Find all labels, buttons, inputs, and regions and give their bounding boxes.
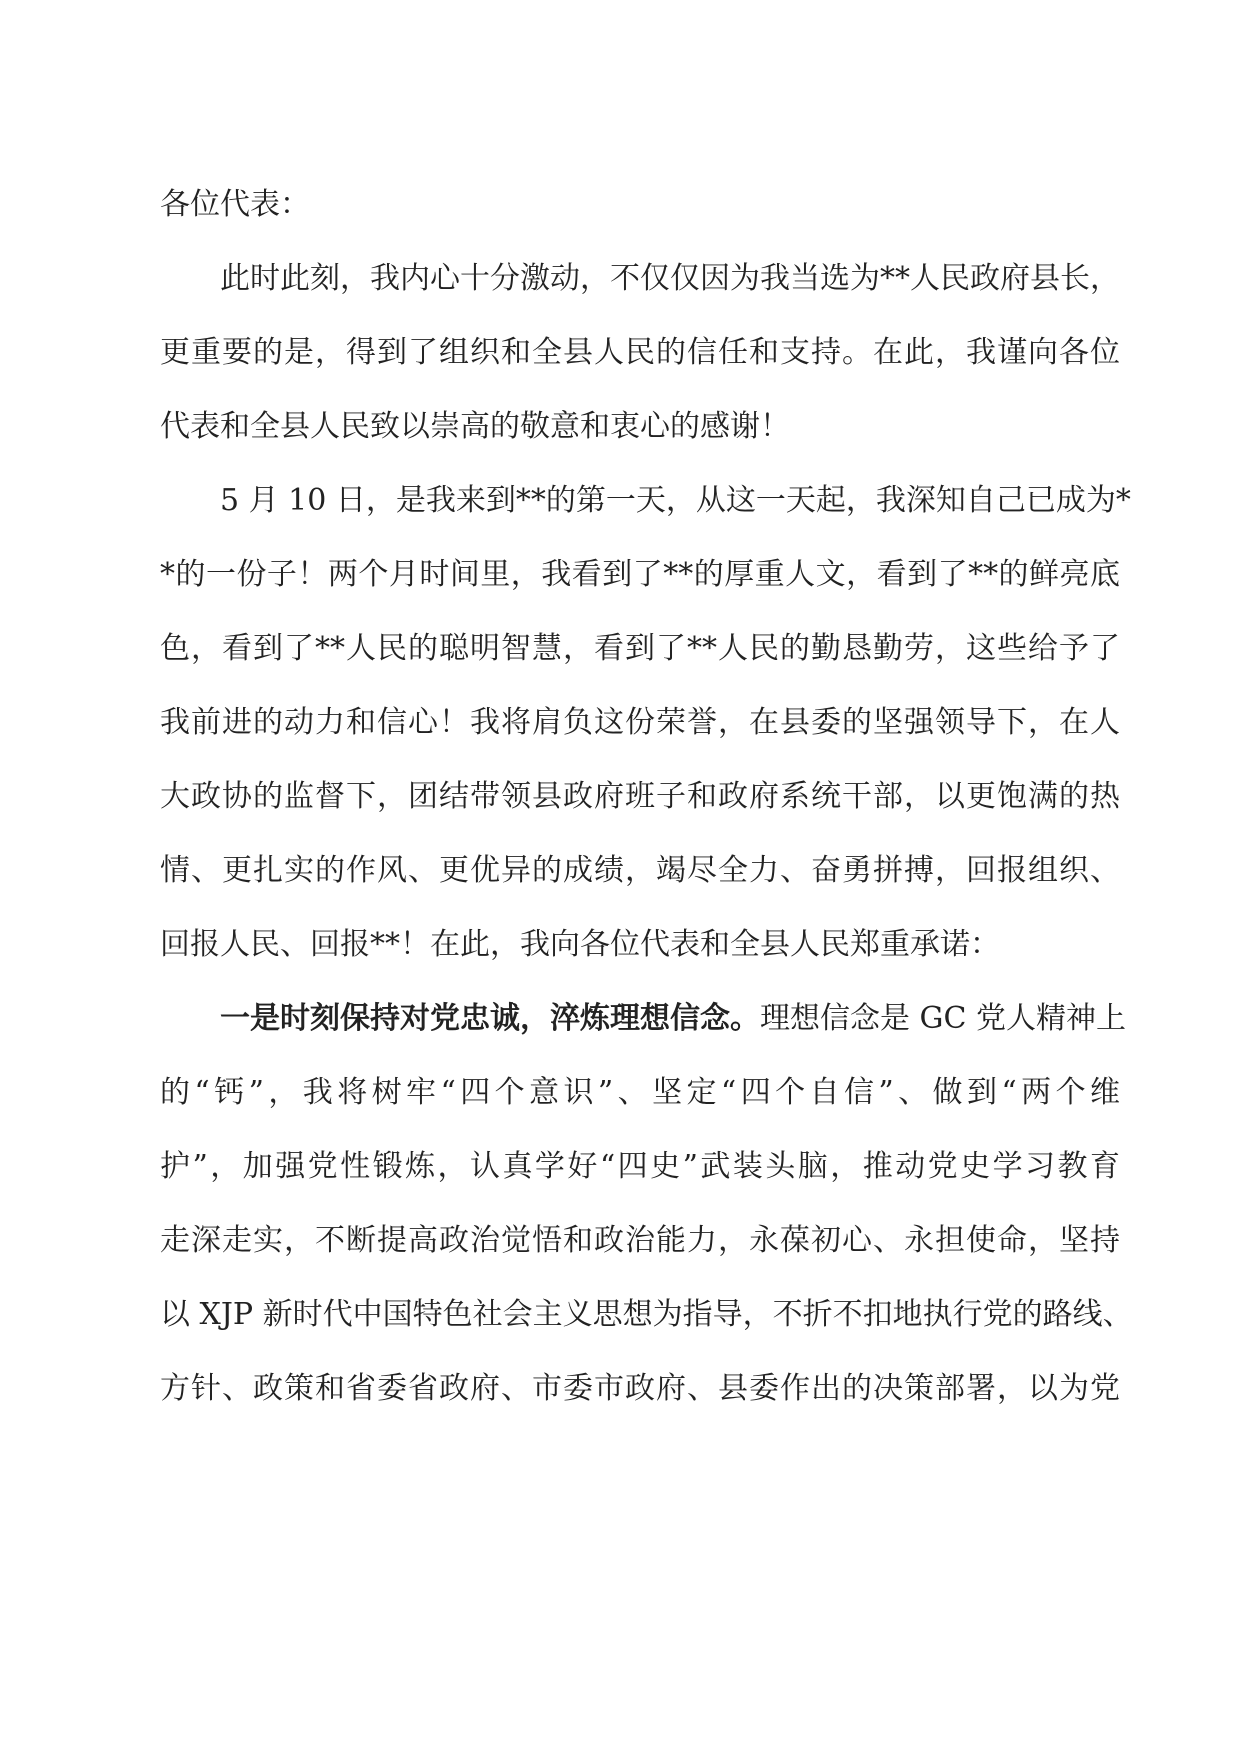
para2-line6: 情、更扎实的作风、更优异的成绩，竭尽全力、奋勇拼搏，回报组织、: [160, 853, 1120, 888]
para1-line2: 更重要的是，得到了组织和全县人民的信任和支持。在此，我谨向各位: [160, 335, 1120, 370]
para1-line1: 此时此刻，我内心十分激动，不仅仅因为我当选为**人民政府县长，: [220, 261, 1120, 296]
para2-line4: 我前进的动力和信心！我将肩负这份荣誉，在县委的坚强领导下，在人: [160, 705, 1120, 740]
document-body: [160, 168, 1133, 1426]
para3-line6: 方针、政策和省委省政府、市委市政府、县委作出的决策部署，以为党: [160, 1371, 1120, 1406]
para2-line1: 5 月 10 日，是我来到**的第一天，从这一天起，我深知自己已成为*: [220, 483, 1131, 518]
para3-line2: 的“钙”，我将树牢“四个意识”、坚定“四个自信”、做到“两个维: [160, 1075, 1120, 1110]
para2-line5: 大政协的监督下，团结带领县政府班子和政府系统干部，以更饱满的热: [160, 779, 1120, 814]
para3-line4: 走深走实，不断提高政治觉悟和政治能力，永葆初心、永担使命，坚持: [160, 1223, 1120, 1258]
para2-line2: *的一份子！两个月时间里，我看到了**的厚重人文，看到了**的鲜亮底: [160, 557, 1120, 592]
para3-line3: 护”，加强党性锻炼，认真学好“四史”武装头脑，推动党史学习教育: [160, 1149, 1120, 1184]
para2-line7: 回报人民、回报**！在此，我向各位代表和全县人民郑重承诺：: [160, 927, 1000, 962]
para3-line1-rest: 理想信念是 GC 党人精神上: [760, 1001, 1126, 1036]
para1-line3: 代表和全县人民致以崇高的敬意和衷心的感谢！: [160, 409, 790, 444]
commitment-heading: 一是时刻保持对党忠诚，淬炼理想信念。: [220, 1001, 760, 1036]
para3-line5: 以 XJP 新时代中国特色社会主义思想为指导，不折不扣地执行党的路线、: [160, 1297, 1133, 1332]
para3-line1: [160, 982, 1126, 1056]
salutation: 各位代表：: [160, 187, 310, 222]
para2-line3: 色，看到了**人民的聪明智慧，看到了**人民的勤恳勤劳，这些给予了: [160, 631, 1120, 666]
